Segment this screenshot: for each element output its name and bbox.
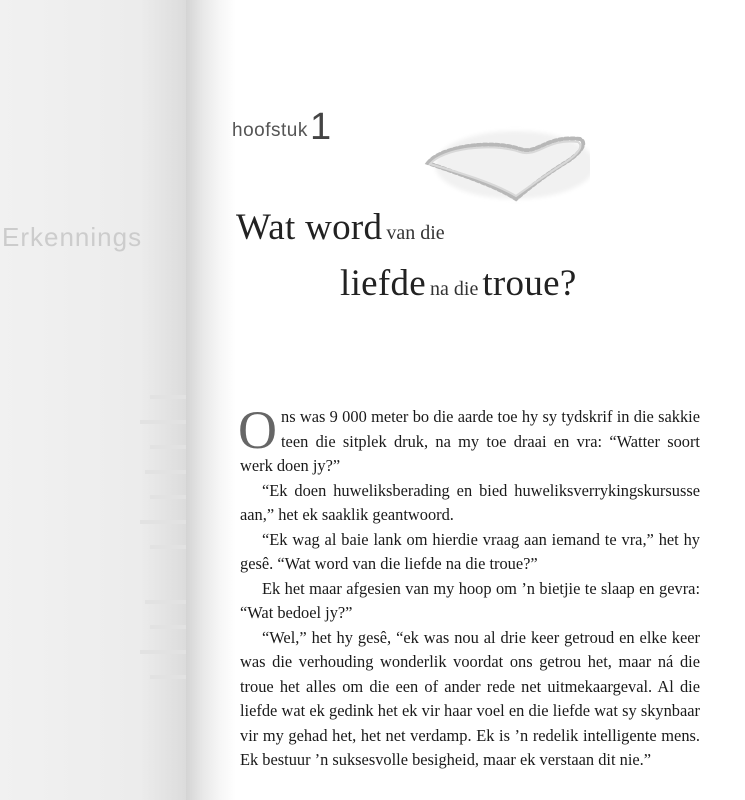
body-paragraph: Ek het maar afgesien van my hoop om ’n bietjie te slaap en gevra: “Wat bedoel jy?”: [240, 578, 700, 622]
drop-cap: O: [238, 400, 277, 460]
heart-drawing-icon: [420, 125, 590, 205]
chapter-title-line-1: [236, 206, 445, 249]
body-paragraph: [238, 400, 700, 479]
body-paragraph: “Ek doen huweliksberading en bied huweliksverrykingskursusse aan,” het ek saaklik geantwoord.: [240, 480, 700, 524]
facing-page-ghost-line: [145, 600, 190, 604]
body-paragraph: “Ek wag al baie lank om hierdie vraag aan iemand te vra,” het hy gesê. “Wat word van die liefde na die troue?”: [240, 529, 700, 573]
chapter-title-word: liefde: [340, 263, 427, 304]
facing-page-ghost-line: [140, 420, 190, 424]
facing-page-ghost-line: [150, 675, 190, 679]
facing-page-ghost-line: [150, 395, 190, 399]
facing-page-ghost-line: [140, 650, 190, 654]
chapter-number: 1: [310, 106, 332, 148]
chapter-body-text: [238, 400, 700, 773]
facing-page-ghost-line: [140, 520, 190, 524]
facing-page: [0, 0, 200, 800]
paragraph-text: ns was 9 000 meter bo die aarde toe hy sy tydskrif in die sakkie teen die sitplek druk, na my toe draai en vra: “Watter soort werk doen jy?”: [240, 407, 700, 475]
chapter-title-line-2: [340, 262, 577, 305]
chapter-title-connector: van die: [386, 222, 445, 244]
facing-page-ghost-line: [145, 470, 190, 474]
facing-page-ghost-line: [150, 445, 190, 449]
chapter-title-word: Wat word: [236, 207, 383, 248]
facing-page-ghost-line: [150, 495, 190, 499]
chapter-title-word: troue?: [482, 263, 577, 304]
body-paragraph: “Wel,” het hy gesê, “ek was nou al drie keer getroud en elke keer was die verhouding wonderlik voordat ons getrou het, maar ná die troue het alles om die een of ander rede net uitmekaargeval. Al die liefde wat ek gedink het ek vir haar voel en die liefde wat sy skynbaar vir my gehad het, het net verdamp. Ek is ’n redelik intelligente mens. Ek bestuur ’n suksesvolle besigheid, maar ek verstaan dit nie.”: [240, 627, 700, 769]
book-page: [200, 0, 745, 800]
chapter-title-connector: na die: [430, 278, 479, 300]
facing-page-ghost-line: [150, 545, 190, 549]
chapter-label: hoofstuk: [232, 120, 308, 141]
facing-page-ghost-line: [150, 625, 190, 629]
facing-page-ghost-title: Erkennings: [2, 222, 143, 252]
